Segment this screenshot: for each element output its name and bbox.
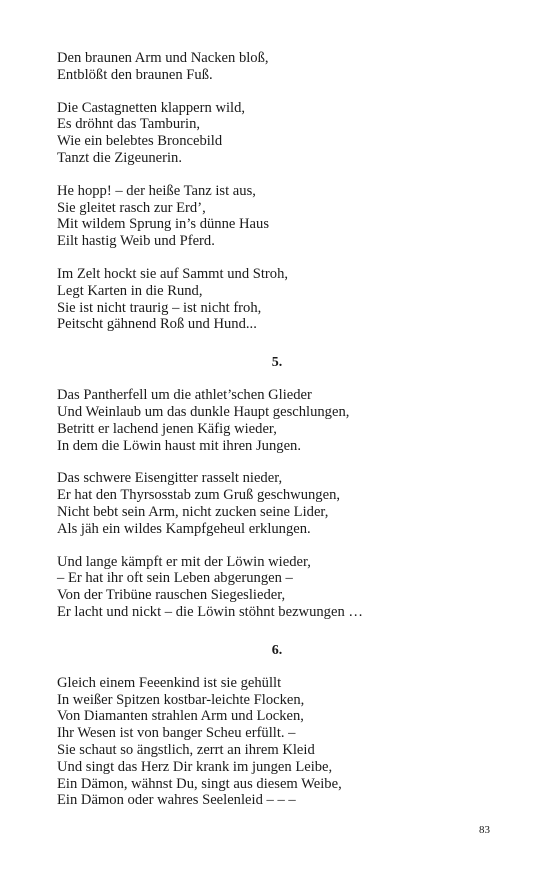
verse-line: Betritt er lachend jenen Käfig wieder, xyxy=(57,420,277,437)
verse-line: Eilt hastig Weib und Pferd. xyxy=(57,233,215,250)
stanza xyxy=(57,554,497,621)
stanza xyxy=(57,266,497,333)
verse-line: He hopp! – der heiße Tanz ist aus, xyxy=(57,182,256,199)
poem-section-continuation xyxy=(57,50,497,333)
poem-section-5 xyxy=(57,387,497,621)
verse-line: Die Castagnetten klappern wild, xyxy=(57,99,246,116)
verse-line: Und lange kämpft er mit der Löwin wieder, xyxy=(57,553,311,570)
verse-line: Ihr Wesen ist von banger Scheu erfüllt. – xyxy=(57,725,296,742)
verse-line: Legt Karten in die Rund, xyxy=(57,282,203,299)
verse-line: Er lacht und nickt – die Löwin stöhnt bezwungen … xyxy=(57,603,363,620)
page-number: 83 xyxy=(479,824,490,836)
stanza xyxy=(57,183,497,250)
verse-line: Gleich einem Feeenkind ist sie gehüllt xyxy=(57,674,282,691)
stanza xyxy=(57,100,497,167)
poem-section-6 xyxy=(57,675,497,809)
section-number: 5. xyxy=(271,355,283,371)
verse-line: Peitscht gähnend Roß und Hund... xyxy=(57,316,257,333)
verse-line: Das schwere Eisengitter rasselt nieder, xyxy=(57,470,283,487)
verse-line: Sie gleitet rasch zur Erd’, xyxy=(57,199,206,216)
stanza xyxy=(57,675,497,809)
verse-line: Es dröhnt das Tamburin, xyxy=(57,116,201,133)
verse-line: Tanzt die Zigeunerin. xyxy=(57,149,183,166)
stanza xyxy=(57,470,497,537)
verse-line: Den braunen Arm und Nacken bloß, xyxy=(57,50,269,66)
section-number: 6. xyxy=(271,642,283,658)
verse-line: Das Pantherfell um die athlet’schen Glieder xyxy=(57,387,312,404)
verse-line: Sie ist nicht traurig – ist nicht froh, xyxy=(57,299,262,316)
stanza xyxy=(57,50,497,84)
verse-line: In dem die Löwin haust mit ihren Jungen. xyxy=(57,437,301,454)
verse-line: In weißer Spitzen kostbar-leichte Flocken, xyxy=(57,691,305,708)
verse-line: Entblößt den braunen Fuß. xyxy=(57,66,213,83)
verse-line: Ein Dämon oder wahres Seelenleid – – – xyxy=(57,792,296,809)
verse-line: Von der Tribüne rauschen Siegeslieder, xyxy=(57,587,286,604)
verse-line: Nicht bebt sein Arm, nicht zucken seine Lider, xyxy=(57,503,329,520)
verse-line: Er hat den Thyrsosstab zum Gruß geschwungen, xyxy=(57,487,341,504)
verse-line: Und singt das Herz Dir krank im jungen Leibe, xyxy=(57,758,333,775)
verse-line: Von Diamanten strahlen Arm und Locken, xyxy=(57,708,304,725)
verse-line: Als jäh ein wildes Kampfgeheul erklungen. xyxy=(57,520,311,537)
verse-line: Im Zelt hockt sie auf Sammt und Stroh, xyxy=(57,265,289,282)
verse-line: Sie schaut so ängstlich, zerrt an ihrem Kleid xyxy=(57,741,315,758)
verse-line: Mit wildem Sprung in’s dünne Haus xyxy=(57,216,270,233)
stanza xyxy=(57,387,497,454)
verse-line: Und Weinlaub um das dunkle Haupt geschlungen, xyxy=(57,403,350,420)
verse-line: Ein Dämon, wähnst Du, singt aus diesem Weibe, xyxy=(57,775,342,792)
verse-line: – Er hat ihr oft sein Leben abgerungen – xyxy=(57,570,293,587)
verse-line: Wie ein belebtes Broncebild xyxy=(57,133,223,150)
poem-page xyxy=(57,50,497,809)
